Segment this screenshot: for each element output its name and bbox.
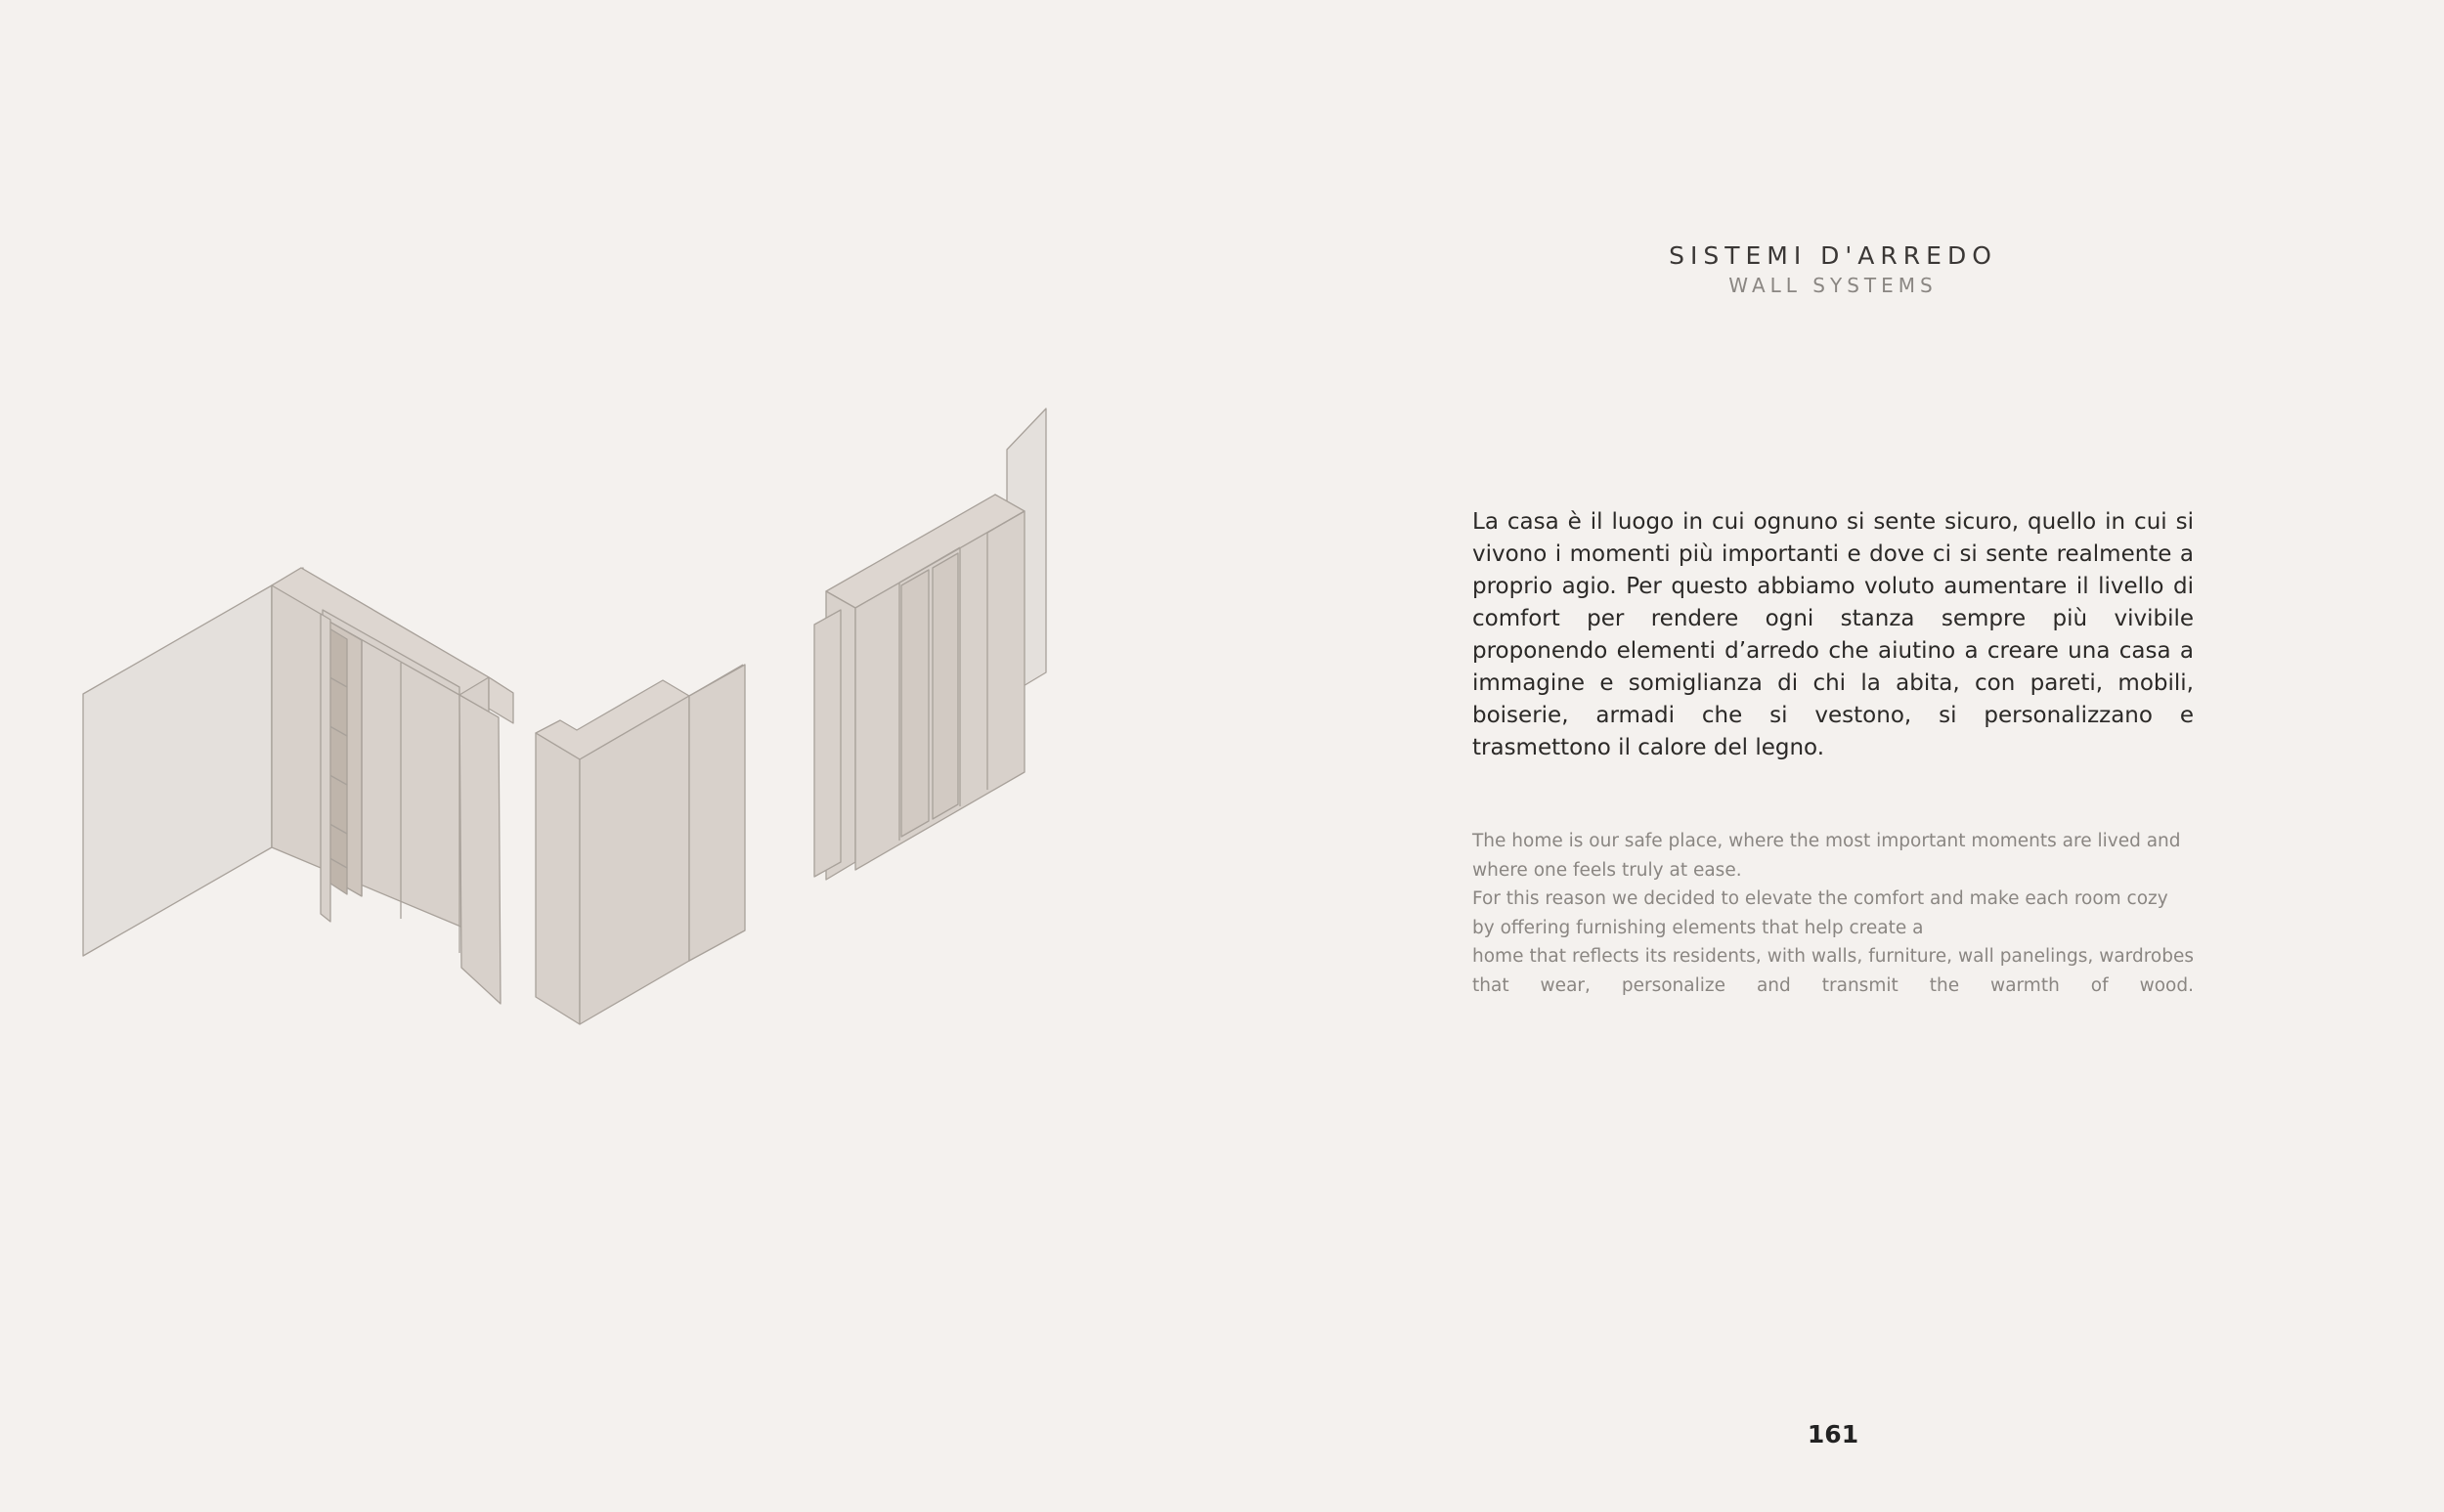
freestanding-panel-unit bbox=[536, 665, 745, 1024]
page-subtitle: WALL SYSTEMS bbox=[1728, 274, 1938, 297]
page-title: SISTEMI D'ARREDO bbox=[1669, 241, 1997, 270]
corner-wardrobe-unit bbox=[83, 568, 513, 1004]
section-header bbox=[1466, 240, 2200, 299]
english-paragraph bbox=[1472, 827, 2194, 1000]
english-paragraph-line: The home is our safe place, where the most important moments are lived and where one feels truly at ease. bbox=[1472, 831, 2181, 881]
wall-wardrobe-unit bbox=[814, 409, 1046, 880]
italian-paragraph: La casa è il luogo in cui ognuno si sente sicuro, quello in cui si vivono i momenti più importanti e dove ci si sente realmente a proprio agio. Per questo abbiamo voluto aumentare il livello di comfort per rendere ogni stanza sempre più vivibile proponendo elementi d’arredo che aiutino a creare una casa a immagine e somiglianza di chi la abita, con pareti, mobili, boiserie, armadi che si vestono, si personalizzano e trasmettono il calore del legno. bbox=[1472, 509, 2194, 760]
page-number: 161 bbox=[1807, 1420, 1859, 1448]
english-paragraph-line: For this reason we decided to elevate the comfort and make each room cozy by offering furnishing elements that help create a bbox=[1472, 888, 2168, 938]
wall-systems-illustration bbox=[68, 391, 1154, 1036]
english-paragraph-line: home that reflects its residents, with walls, furniture, wall panelings, wardrobes that wear, personalize and transmit the warmth of wood. bbox=[1472, 946, 2194, 996]
